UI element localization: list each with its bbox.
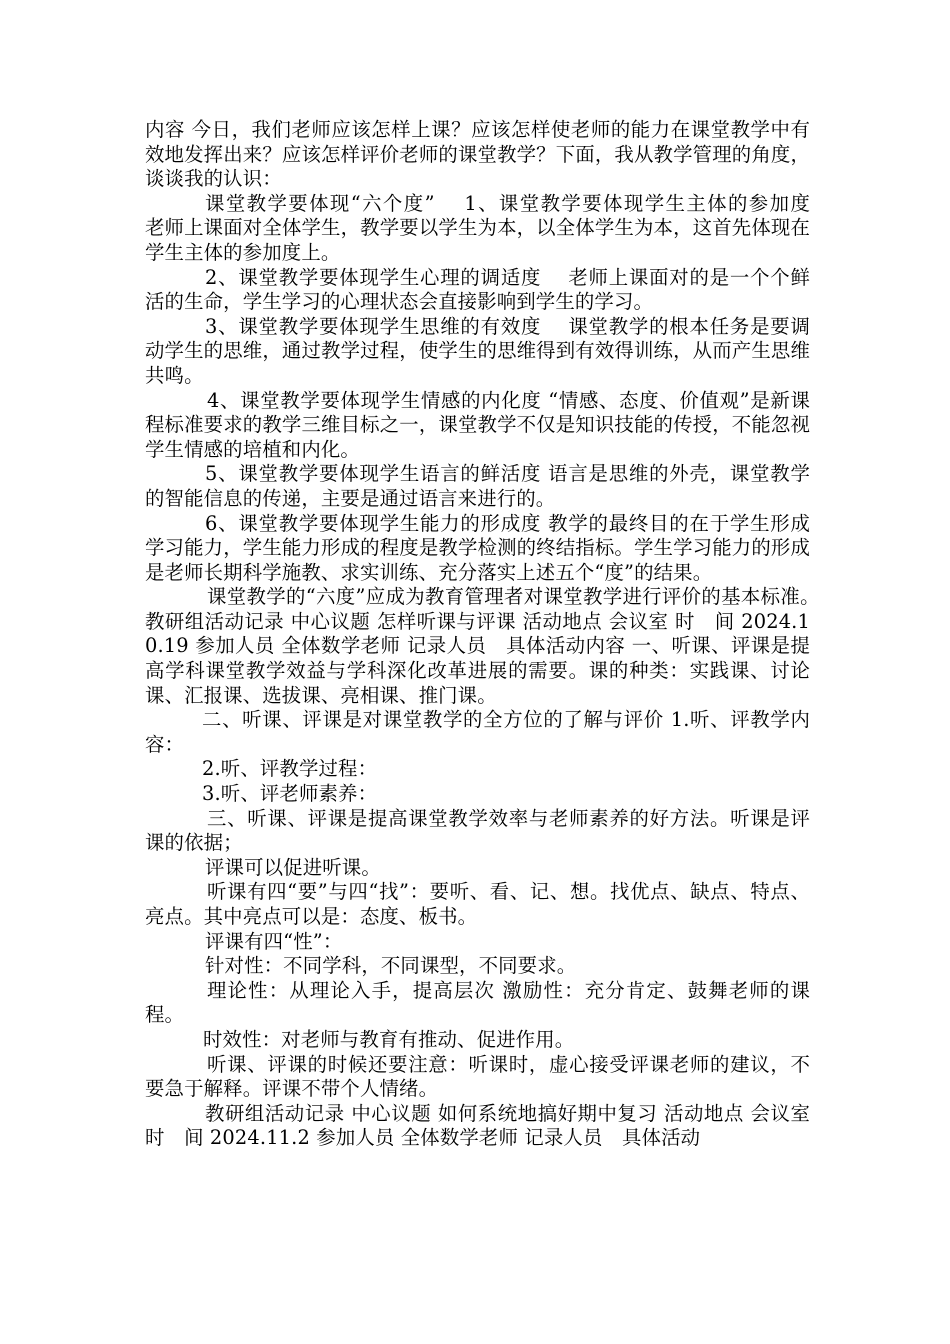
paragraph-promote-listening: 评课可以促进听课。 bbox=[205, 855, 381, 879]
paragraph-attention: 听课、评课的时候还要注意：听课时，虚心接受评课老师的建议，不要急于解释。评课不带个人情绪。 bbox=[145, 1052, 810, 1101]
paragraph-four-requirements: 听课有四“要”与四“找”：要听、看、记、想。找优点、缺点、特点、亮点。其中亮点可以是：态度、板书。 bbox=[145, 880, 810, 928]
paragraph-four-properties: 评课有四“性”： bbox=[205, 929, 343, 953]
paragraph-six-degrees: 课堂教学要体现“六个度” 1、课堂教学要体现学生主体的参加度 老师上课面对全体学生，教学要以学生为本，以全体学生为本，这首先体现在学生主体的参加度上。 bbox=[145, 191, 836, 264]
document-body bbox=[145, 118, 850, 1151]
paragraph-degree-4: 4、课堂教学要体现学生情感的内化度 “情感、态度、价值观”是新课程标准要求的教学三维目标之一，课堂教学不仅是知识技能的传授，不能忽视学生情感的培植和内化。 bbox=[145, 388, 810, 461]
paragraph-point-2-item-3: 3.听、评老师素养： bbox=[202, 782, 378, 806]
paragraph-point-2-item-2: 2.听、评教学过程： bbox=[202, 757, 378, 781]
paragraph-pertinence: 针对性：不同学科，不同课型，不同要求。 bbox=[205, 954, 577, 978]
paragraph-point-2: 二、听课、评课是对课堂教学的全方位的了解与评价 1.听、评教学内容： bbox=[145, 708, 810, 756]
paragraph-degree-5: 5、课堂教学要体现学生语言的鲜活度 语言是思维的外壳，课堂教学的智能信息的传递，主要是通过语言来进行的。 bbox=[145, 462, 810, 510]
paragraph-activity-record-1: 课堂教学的“六度”应成为教育管理者对课堂教学进行评价的基本标准。 教研组活动记录 中心议题 怎样听课与评课 活动地点 会议室 时 间 2024.10.19 参加人员 全体数学老师 记录人员 具体活动内容 一、听课、评课是提高学科课堂教学效益与学科深化改革进展的需要。课的种类：实践课、讨论课、汇报课、选拔课、亮相课、推门课。 bbox=[145, 585, 850, 707]
paragraph-intro: 内容 今日，我们老师应该怎样上课？应该怎样使老师的能力在课堂教学中有效地发挥出来？应该怎样评价老师的课堂教学？下面，我从教学管理的角度，谈谈我的认识： bbox=[145, 118, 810, 191]
paragraph-activity-record-2: 教研组活动记录 中心议题 如何系统地搞好期中复习 活动地点 会议室 时 间 2024.11.2 参加人员 全体数学老师 记录人员 具体活动 bbox=[145, 1101, 810, 1150]
paragraph-degree-2: 2、课堂教学要体现学生心理的调适度 老师上课面对的是一个个鲜活的生命，学生学习的心理状态会直接影响到学生的学习。 bbox=[145, 265, 810, 314]
paragraph-degree-3: 3、课堂教学要体现学生思维的有效度 课堂教学的根本任务是要调动学生的思维，通过教学过程，使学生的思维得到有效得训练，从而产生思维共鸣。 bbox=[145, 314, 810, 387]
paragraph-point-3: 三、听课、评课是提高课堂教学效率与老师素养的好方法。听课是评课的依据； bbox=[145, 806, 810, 855]
paragraph-theory: 理论性：从理论入手，提高层次 激励性：充分肯定、鼓舞老师的课程。 bbox=[145, 978, 810, 1027]
paragraph-timeliness: 时效性：对老师与教育有推动、促进作用。 bbox=[203, 1027, 575, 1051]
paragraph-degree-6: 6、课堂教学要体现学生能力的形成度 教学的最终目的在于学生形成学习能力，学生能力形成的程度是教学检测的终结指标。学生学习能力的形成是老师长期科学施教、求实训练、充分落实上述五个“度”的结果。 bbox=[145, 511, 810, 584]
